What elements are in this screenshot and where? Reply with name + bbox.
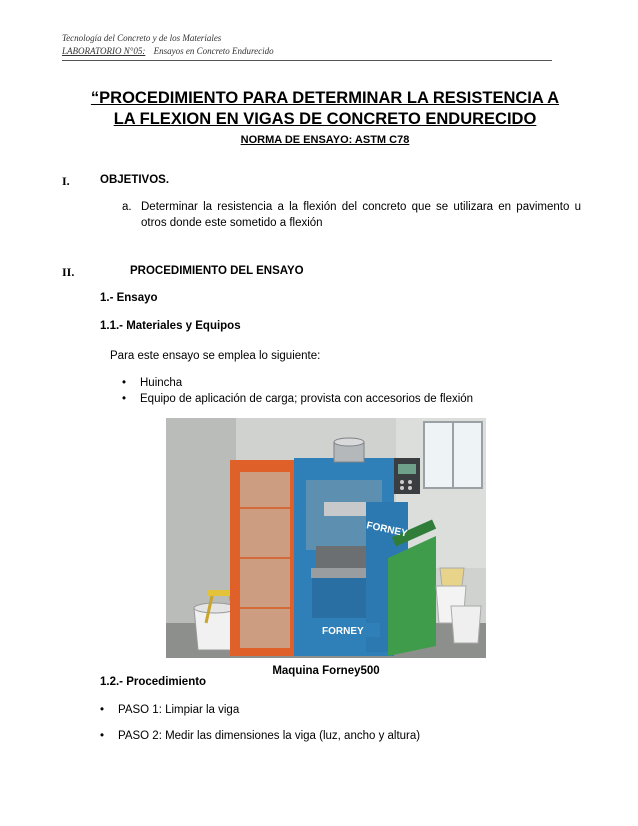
photo-caption: Maquina Forney500 bbox=[272, 665, 380, 677]
machine-brand-label: FORNEY bbox=[365, 520, 409, 540]
list-item: • PASO 2: Medir las dimensiones la viga (luz, ancho y altura) bbox=[94, 728, 420, 744]
machine-base-brand-label: FORNEY bbox=[322, 626, 364, 637]
header-course: Tecnología del Concreto y de los Materiales bbox=[62, 33, 222, 43]
list-item: • Huincha bbox=[116, 375, 473, 391]
section-2-number: II. bbox=[62, 265, 75, 279]
header-lab-line bbox=[62, 46, 274, 56]
forney-machine-photo bbox=[166, 418, 486, 658]
subsection-procedimiento: 1.2.- Procedimiento bbox=[100, 676, 207, 688]
materials-intro: Para este ensayo se emplea lo siguiente: bbox=[110, 350, 321, 362]
materials-list bbox=[116, 375, 473, 407]
document-title bbox=[60, 88, 590, 130]
list-item: • Equipo de aplicación de carga; provista con accesorios de flexión bbox=[116, 391, 473, 407]
title-line-1: “PROCEDIMIENTO PARA DETERMINAR LA RESISTENCIA A bbox=[90, 89, 560, 107]
title-line-2: LA FLEXION EN VIGAS DE CONCRETO ENDURECIDO bbox=[113, 110, 537, 128]
objective-letter: a. bbox=[122, 201, 132, 213]
objective-line-2: otros donde este sometido a flexión bbox=[141, 217, 323, 229]
subsection-materiales: 1.1.- Materiales y Equipos bbox=[100, 320, 241, 332]
norma-label: NORMA DE ENSAYO: ASTM C78 bbox=[240, 134, 410, 146]
section-1-heading: OBJETIVOS. bbox=[100, 174, 170, 186]
subsection-ensayo: 1.- Ensayo bbox=[100, 292, 158, 304]
section-2-heading: PROCEDIMIENTO DEL ENSAYO bbox=[130, 265, 304, 277]
header-lab-number: LABORATORIO N°05: bbox=[62, 46, 146, 56]
header-rule bbox=[62, 60, 552, 61]
svg-text:FORNEY bbox=[322, 626, 364, 637]
objective-line-1: Determinar la resistencia a la flexión del concreto que se utilizara en pavimento u bbox=[141, 201, 581, 213]
list-item: • PASO 1: Limpiar la viga bbox=[94, 702, 420, 718]
header-lab-title: Ensayos en Concreto Endurecido bbox=[153, 46, 274, 56]
steps-list bbox=[94, 702, 420, 744]
section-1-number: I. bbox=[62, 174, 70, 188]
